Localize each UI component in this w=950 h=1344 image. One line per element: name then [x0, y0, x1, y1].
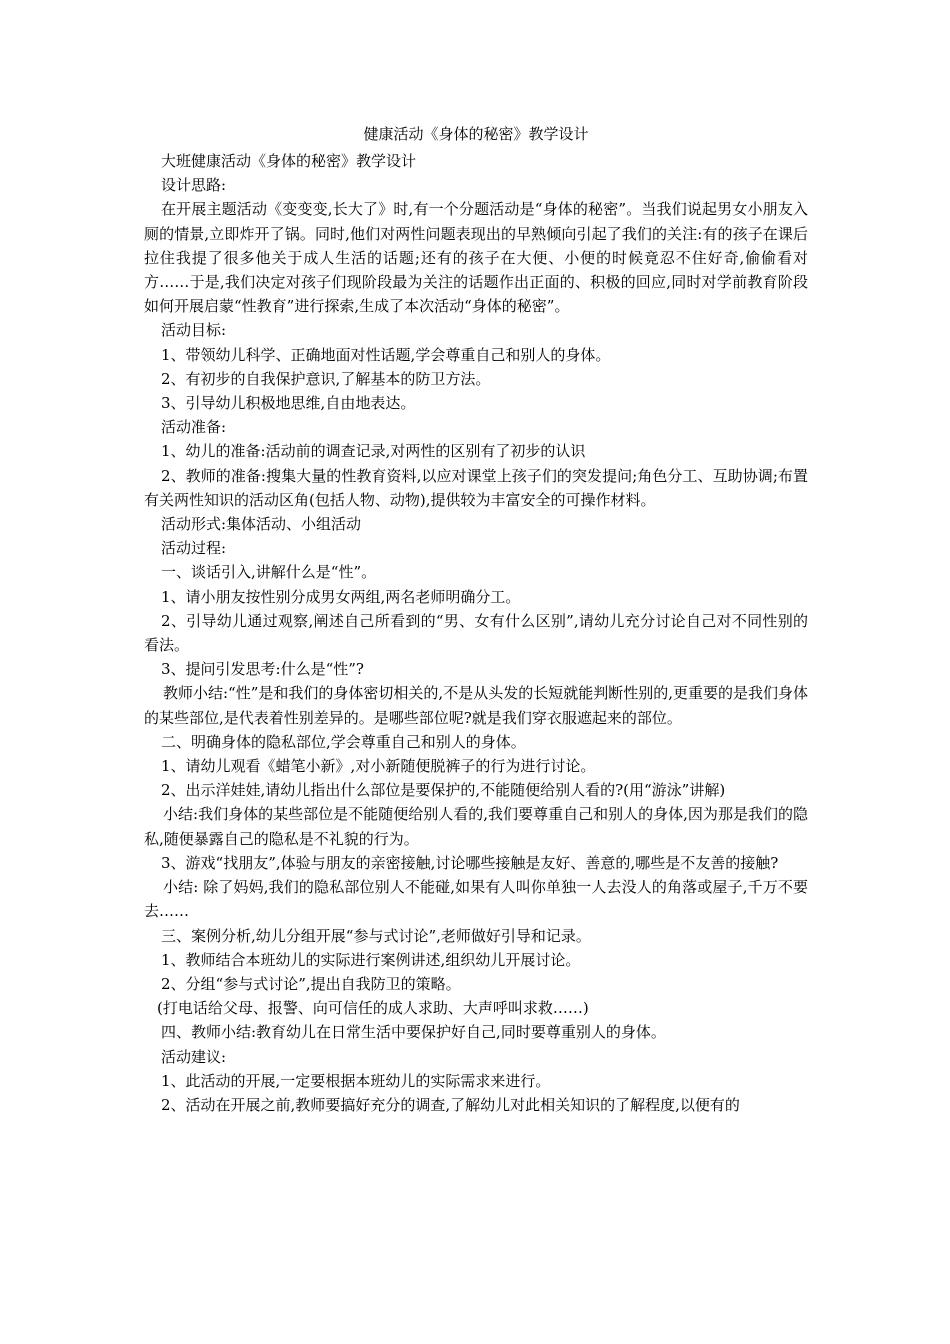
paragraph: 活动建议:: [161, 1047, 227, 1066]
paragraph: 1、此活动的开展,一定要根据本班幼儿的实际需求来进行。: [161, 1071, 551, 1090]
paragraph: 活动过程:: [161, 539, 227, 558]
document-title: 健康活动《身体的秘密》教学设计: [363, 125, 589, 143]
paragraph: 活动目标:: [161, 321, 227, 340]
paragraph: 1、教师结合本班幼儿的实际进行案例讲述,组织幼儿开展讨论。: [161, 950, 581, 969]
paragraph: 二、明确身体的隐私部位,学会尊重自己和别人的身体。: [161, 732, 526, 751]
paragraph: 小结:我们身体的某些部位是不能随便给别人看的,我们要尊重自己和别人的身体,因为那是我们的隐私,随便暴露自己的隐私是不礼貌的行为。: [144, 805, 808, 848]
paragraph: 在开展主题活动《变变变,长大了》时,有一个分题活动是“身体的秘密”。当我们说起男女小朋友入厕的情景,立即炸开了锅。同时,他们对两性问题表现出的早熟倾向引起了我们的关注:有的孩子在课后拉住我提了很多他关于成人生活的话题;还有的孩子在大便、小便的时候竟忍不住好奇,偷偷看对方……于是,我们决定对孩子们现阶段最为关注的话题作出正面的、积极的回应,同时对学前教育阶段如何开展启蒙“性教育”进行探索,生成了本次活动“身体的秘密”。: [144, 200, 808, 316]
document-page: [144, 122, 808, 1117]
paragraph: 一、谈话引入,讲解什么是“性”。: [161, 563, 377, 582]
paragraph: 2、活动在开展之前,教师要搞好充分的调查,了解幼儿对此相关知识的了解程度,以便有的: [161, 1095, 740, 1114]
paragraph: 教师小结:“性”是和我们的身体密切相关的,不是从头发的长短就能判断性别的,更重要的是我们身体的某些部位,是代表着性别差异的。是哪些部位呢?就是我们穿衣服遮起来的部位。: [144, 684, 808, 727]
paragraph: 三、案例分析,幼儿分组开展“参与式讨论”,老师做好引导和记录。: [161, 926, 591, 945]
paragraph: 2、分组“参与式讨论”,提出自我防卫的策略。: [161, 974, 461, 993]
paragraph: 3、引导幼儿积极地思维,自由地表达。: [161, 394, 416, 413]
paragraph: 大班健康活动《身体的秘密》教学设计: [161, 152, 417, 170]
paragraph: 1、带领幼儿科学、正确地面对性话题,学会尊重自己和别人的身体。: [161, 345, 611, 364]
paragraph: 小结: 除了妈妈,我们的隐私部位别人不能碰,如果有人叫你单独一人去没人的角落或屋子,千万不要去……: [144, 878, 808, 921]
paragraph: 3、游戏“找朋友”,体验与朋友的亲密接触,讨论哪些接触是友好、善意的,哪些是不友善的接触?: [161, 853, 779, 872]
paragraph: 活动形式:集体活动、小组活动: [161, 515, 362, 534]
paragraph: 设计思路:: [161, 176, 227, 195]
paragraph: 四、教师小结:教育幼儿在日常生活中要保护好自己,同时要尊重别人的身体。: [161, 1023, 666, 1042]
paragraph: 1、请幼儿观看《蜡笔小新》,对小新随便脱裤子的行为进行讨论。: [161, 757, 596, 776]
paragraph: (打电话给父母、报警、向可信任的成人求助、大声呼叫求救……): [157, 999, 589, 1018]
paragraph: 2、有初步的自我保护意识,了解基本的防卫方法。: [161, 369, 491, 388]
paragraph: 1、请小朋友按性别分成男女两组,两名老师明确分工。: [161, 587, 521, 606]
paragraph: 3、提问引发思考:什么是“性”?: [161, 660, 364, 679]
paragraph: 2、引导幼儿通过观察,阐述自己所看到的“男、女有什么区别”,请幼儿充分讨论自己对不同性别的看法。: [144, 611, 808, 655]
paragraph: 活动准备:: [161, 418, 227, 437]
paragraph: 2、出示洋娃娃,请幼儿指出什么部位是要保护的,不能随便给别人看的?(用“游泳”讲解): [161, 781, 726, 800]
paragraph: 1、幼儿的准备:活动前的调查记录,对两性的区别有了初步的认识: [161, 442, 586, 461]
paragraph: 2、教师的准备:搜集大量的性教育资料,以应对课堂上孩子们的突发提问;角色分工、互助协调;布置有关两性知识的活动区角(包括人物、动物),提供较为丰富安全的可操作材料。: [144, 466, 808, 509]
